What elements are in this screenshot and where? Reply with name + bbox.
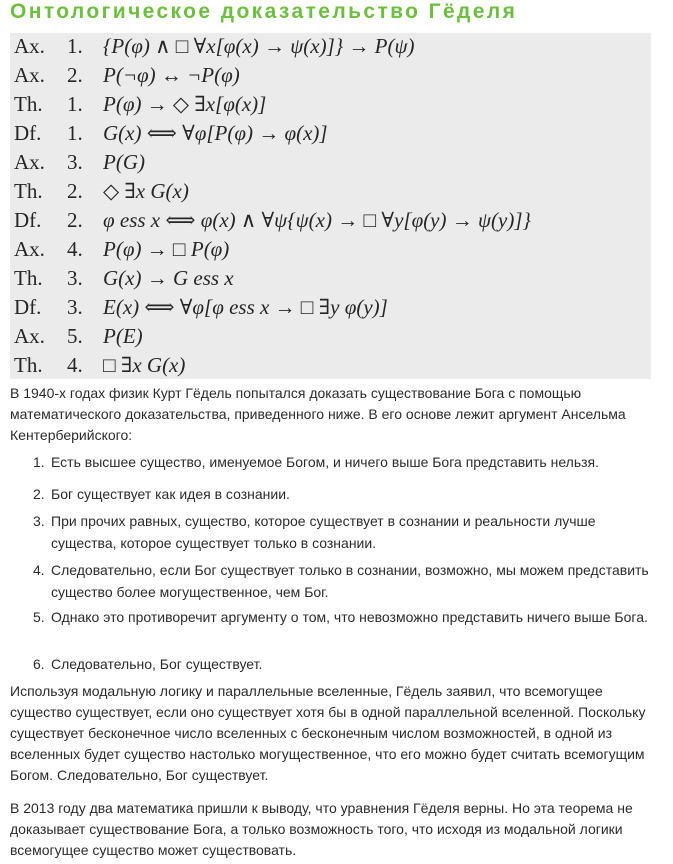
page-title: Онтологическое доказательство Гёделя (10, 0, 518, 23)
formula-row (10, 208, 651, 236)
formula-label: Ax. (14, 150, 45, 174)
list-item-number: 4. (33, 562, 45, 578)
formula-number: 3. (67, 150, 83, 174)
list-item-text: Есть высшее существо, именуемое Богом, и ничего выше Бога представить нельзя. (51, 454, 600, 470)
formula-number: 3. (67, 266, 83, 290)
formula-label: Th. (14, 179, 43, 203)
formula-label: Th. (14, 353, 43, 377)
formula-row (10, 237, 651, 265)
formula-number: 2. (67, 63, 83, 87)
formula-row (10, 150, 651, 178)
formula-number: 2. (67, 208, 83, 232)
formula-image (10, 33, 651, 379)
modal-logic-paragraph: Используя модальную логику и параллельные вселенные, Гёдель заявил, что всемогущее существо существует, если оно существует хотя бы в одной параллельной вселенной. Поскольку существует бесконечное число вселенных с бесконечным числом возможностей, в одной из вселенных будет существо настолько могущественное, что его можно будет считать всемогущим Богом. Следовательно, Бог существует. (10, 683, 646, 783)
formula-text: P(φ) → □ P(φ) (103, 237, 230, 261)
formula-row (10, 63, 651, 91)
formula-number: 4. (67, 237, 83, 261)
formula-text: G(x) → G ess x (103, 266, 234, 290)
formula-text: G(x) ⟺ ∀φ[P(φ) → φ(x)] (103, 121, 328, 145)
formula-label: Df. (14, 208, 42, 232)
formula-number: 5. (67, 324, 83, 348)
formula-row (10, 92, 651, 120)
formula-text: P(¬φ) ↔ ¬P(φ) (103, 63, 240, 87)
formula-text: P(E) (103, 324, 143, 348)
formula-label: Df. (14, 295, 42, 319)
list-item-number: 2. (33, 486, 45, 502)
formula-row (10, 324, 651, 352)
list-item-number: 6. (33, 656, 45, 672)
formula-number: 1. (67, 121, 83, 145)
formula-text: E(x) ⟺ ∀φ[φ ess x → □ ∃y φ(y)] (103, 295, 388, 319)
list-item-text: При прочих равных, существо, которое существует в сознании и реальности лучше существа, которое существует только в сознании. (51, 513, 596, 551)
formula-text: □ ∃x G(x) (103, 353, 186, 377)
formula-label: Ax. (14, 237, 45, 261)
list-item-text: Однако это противоречит аргументу о том, что невозможно представить ничего выше Бога. (51, 609, 648, 625)
formula-number: 4. (67, 353, 83, 377)
list-item-number: 3. (33, 513, 45, 529)
list-item-text: Бог существует как идея в сознании. (51, 486, 290, 502)
formula-label: Ax. (14, 324, 45, 348)
formula-label: Ax. (14, 63, 45, 87)
formula-number: 2. (67, 179, 83, 203)
formula-number: 3. (67, 295, 83, 319)
formula-row (10, 266, 651, 294)
formula-label: Df. (14, 121, 42, 145)
formula-label: Th. (14, 266, 43, 290)
formula-text: ◇ ∃x G(x) (103, 179, 189, 203)
formula-text: φ ess x ⟺ φ(x) ∧ ∀ψ{ψ(x) → □ ∀y[φ(y) → ψ(y)]} (103, 208, 531, 232)
formula-row (10, 295, 651, 323)
formula-text: {P(φ) ∧ □ ∀x[φ(x) → ψ(x)]} → P(ψ) (103, 34, 415, 58)
formula-text: P(G) (103, 150, 145, 174)
formula-number: 1. (67, 34, 83, 58)
formula-text: P(φ) → ◇ ∃x[φ(x)] (103, 92, 267, 116)
formula-number: 1. (67, 92, 83, 116)
list-item-text: Следовательно, Бог существует. (51, 656, 263, 672)
formula-row (10, 179, 651, 207)
conclusion-paragraph: В 2013 году два математика пришли к выводу, что уравнения Гёделя верны. Но эта теорема не доказывает существование Бога, а только возможность того, что исходя из модальной логики всемогущее существо может существовать. (10, 800, 633, 858)
list-item-text: Следовательно, если Бог существует только в сознании, возможно, мы можем представить существо более могущественное, чем Бог. (51, 562, 649, 600)
list-item-number: 1. (33, 454, 45, 470)
formula-row (10, 353, 651, 381)
formula-label: Th. (14, 92, 43, 116)
intro-paragraph: В 1940-х годах физик Курт Гёдель попытался доказать существование Бога с помощью математического доказательства, приведенного ниже. В его основе лежит аргумент Ансельма Кентерберийского: (10, 385, 626, 443)
list-item-number: 5. (33, 609, 45, 625)
formula-row (10, 121, 651, 149)
formula-label: Ax. (14, 34, 45, 58)
formula-row (10, 34, 651, 62)
